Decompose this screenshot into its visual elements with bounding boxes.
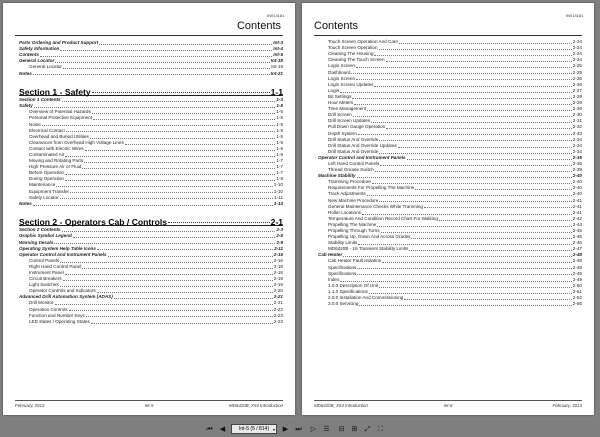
right-page — [302, 3, 594, 415]
toc-entry-page: 2-27 — [572, 87, 582, 93]
toc-entry-page: 1-5 — [276, 103, 283, 109]
footer-doc-title: MD6420B_X54 Introduction — [229, 403, 283, 408]
chevron-down-icon: ▾ — [272, 427, 275, 432]
toc-entry-page: Int-3 — [273, 40, 283, 46]
toc-entry-label: High Pressure Air or Fluid — [29, 164, 82, 170]
toc-entry-page: Int-21 — [270, 70, 283, 76]
toc-entry-page: 1-1 — [270, 86, 283, 97]
footer-doc-title: MD6420B_X54 Introduction — [314, 403, 368, 408]
toc-entry-label: New Machine Procedure — [328, 197, 379, 203]
toc-leader-dots — [377, 226, 572, 227]
toc-leader-dots — [54, 243, 275, 244]
toc-entry-label: Propelling Through Turns — [328, 228, 380, 233]
toc-entry-label: Electrical Contact — [29, 127, 65, 133]
toc-leader-dots — [33, 74, 270, 75]
toc-entry-label: Maintenance — [29, 182, 56, 188]
toc-entry-label: Control Panels — [29, 257, 60, 263]
toc-entry-page: 2-30 — [572, 112, 582, 118]
toc-entry-page: 1-6 — [276, 139, 283, 145]
toc-entry-page: 2-22 — [273, 306, 283, 312]
toc-entry-page: 2-40 — [572, 185, 582, 191]
toc-leader-dots — [382, 262, 571, 263]
toc-entry-label: Pull Down Gauge Operation — [328, 124, 386, 130]
toc-entry-page: 2-45 — [572, 234, 582, 240]
toc-leader-dots — [97, 292, 273, 293]
toc-entry-page: 2-32 — [572, 124, 582, 130]
toc-entry-page: 1-6 — [276, 152, 283, 157]
toc-leader-dots — [55, 62, 270, 63]
toc-entry-page: 2-41 — [572, 209, 582, 215]
play-icon[interactable]: ▷ — [310, 426, 317, 433]
toc-entry-page: Int-4 — [273, 46, 283, 52]
toc-leader-dots — [354, 104, 572, 105]
toc-entry-label: Graphic Symbol Legend — [19, 233, 72, 239]
toc-entry-label: Drill Status And Override — [328, 136, 379, 142]
toc-leader-dots — [91, 323, 273, 324]
toc-leader-dots — [168, 222, 270, 223]
toc-leader-dots — [409, 250, 571, 251]
toc-leader-dots — [70, 192, 273, 193]
toc-entry-page: Int-5 — [273, 52, 283, 58]
toc-leader-dots — [62, 101, 276, 102]
toc-entry-page: 2-40 — [572, 179, 582, 185]
toc-entry-label: Clearances from Overhead High Voltage Lines — [29, 139, 124, 145]
toc-entry-label: Right Hand Control Panel — [29, 263, 82, 269]
toc-entry-page: 1-8 — [276, 176, 283, 182]
toc-leader-dots — [34, 107, 276, 108]
toc-leader-dots — [93, 119, 275, 120]
toc-entry-page: 2-11 — [274, 245, 283, 251]
toc-entry-label: Propelling Up, Down And Across Grades — [328, 234, 411, 240]
toc-entry-page: 2-35 — [572, 154, 582, 160]
toc-entry-label: Safety Locator — [29, 194, 59, 200]
toc-leader-dots — [65, 180, 275, 181]
toc-leader-dots — [351, 73, 571, 74]
toc-entry-page: 2-25 — [572, 75, 582, 81]
toc-entry-label: Contaminated Air — [29, 152, 65, 157]
toc-entry-page: 1-6 — [276, 145, 283, 151]
toc-entry-page: 2-33 — [572, 130, 582, 136]
toc-leader-dots — [55, 304, 273, 305]
toc-entry-page: 2-18 — [273, 270, 283, 275]
toc-entry-label: Drill Status And Override — [328, 148, 379, 154]
toc-leader-dots — [399, 43, 572, 44]
page-footer — [15, 400, 283, 409]
toc-leader-dots — [73, 237, 276, 238]
toc-leader-dots — [369, 293, 572, 294]
toc-entry-label: Parts Ordering and Product Support — [19, 40, 99, 46]
toc-leader-dots — [40, 56, 272, 57]
left-page — [3, 3, 295, 415]
toc-entry-page: 2-21 — [273, 294, 283, 300]
toc-entry[interactable] — [19, 319, 283, 325]
toc-entry-page: 1-10 — [273, 188, 283, 194]
toc-leader-dots — [343, 256, 572, 257]
toc-leader-dots — [357, 274, 571, 275]
toc-entry-label: 1.0.0 Description Of Unit — [328, 282, 379, 288]
toc-entry-label: MD6420B - 16 Transient Stability Limits — [328, 246, 409, 252]
toc-entry-page: 2-34 — [572, 142, 582, 148]
title-divider — [314, 35, 582, 36]
toc-entry-page: 2-56 — [572, 301, 582, 307]
toc-leader-dots — [374, 86, 571, 87]
table-of-contents — [318, 39, 582, 307]
toc-entry-page: 2-28 — [572, 93, 582, 99]
toc-entry-page: 2-50 — [572, 282, 582, 288]
first-page-icon[interactable]: ⏮ — [206, 426, 213, 433]
toc-entry-label: Safety — [19, 103, 33, 109]
toc-entry-label: Temperature And Condition Record Chart For Walking — [328, 215, 438, 221]
toc-entry-page: 2-3 — [276, 227, 283, 233]
toc-leader-dots — [379, 201, 571, 202]
toc-entry-label: Operator Control and Instrument Panels — [318, 154, 406, 160]
toc-entry-label: Noise — [29, 121, 41, 127]
toc-leader-dots — [340, 92, 572, 93]
toc-entry-label: Depth System — [328, 130, 357, 136]
toc-entry-label: Track Adjustments — [328, 191, 366, 197]
toc-entry-page: 2-46 — [572, 240, 582, 246]
toc-entry-page: 1-5 — [276, 127, 283, 133]
toc-entry-label: 3.0.0 Servicing — [328, 301, 359, 307]
toc-entry-label: Machine Stability — [318, 173, 356, 179]
toc-entry-label: Operation Controls — [29, 306, 68, 312]
toc-entry-page: 2-48 — [572, 258, 582, 264]
toc-entry-page: 2-5 — [276, 233, 283, 239]
toc-entry-label: Cab Heater — [318, 252, 343, 258]
toc-entry-page: 1-14 — [273, 200, 283, 206]
toc-leader-dots — [82, 268, 273, 269]
last-page-icon[interactable]: ⏭ — [295, 426, 302, 433]
toc-leader-dots — [69, 310, 273, 311]
toc-entry-label: Drill Monitor — [29, 300, 54, 306]
toc-leader-dots — [62, 231, 276, 232]
toc-entry-page: 2-31 — [572, 118, 582, 124]
toc-leader-dots — [379, 287, 572, 288]
toc-entry-page: 2-29 — [572, 106, 582, 112]
toc-leader-dots — [375, 171, 572, 172]
toc-entry-page: 2-41 — [572, 203, 582, 209]
toc-entry-label: Operator Controls and Indicators — [29, 288, 96, 294]
toc-entry-label: Specifications — [328, 264, 357, 270]
toc-entry-label: Before Operation — [29, 170, 64, 176]
toc-entry-page: 2-20 — [273, 288, 283, 294]
toc-leader-dots — [356, 79, 572, 80]
toc-entry[interactable] — [318, 301, 582, 307]
toc-entry-page: 2-41 — [572, 197, 582, 203]
toc-entry-page: 2-24 — [572, 45, 582, 51]
toc-entry-label: Notes — [19, 200, 32, 206]
toc-leader-dots — [386, 128, 572, 129]
toc-leader-dots — [60, 262, 273, 263]
toc-leader-dots — [56, 186, 272, 187]
expand-icon[interactable]: ⤢ — [364, 426, 371, 433]
toc-entry-page: 1-5 — [276, 133, 283, 139]
toc-entry-label: Circuit Breakers — [29, 276, 62, 282]
toc-entry-page: 2-49 — [572, 264, 582, 270]
toc-entry-page: 2-48 — [572, 252, 582, 258]
toc-leader-dots — [356, 67, 572, 68]
toc-entry-label: Login — [328, 87, 340, 93]
toc-leader-dots — [379, 153, 572, 154]
toc-leader-dots — [65, 174, 275, 175]
toc-leader-dots — [374, 55, 571, 56]
footer-page-number: Int-5 — [144, 403, 154, 408]
toc-entry-label: Section 2 - Operators Cab / Controls — [19, 216, 168, 227]
toc-leader-dots — [82, 168, 275, 169]
toc-leader-dots — [60, 198, 274, 199]
toc-entry-page: 2-51 — [572, 288, 582, 294]
toc-entry-label: Stability Limits — [328, 240, 358, 246]
table-of-contents — [19, 40, 283, 325]
toc-leader-dots — [99, 44, 272, 45]
toc-entry-page: 1-7 — [276, 170, 283, 176]
toc-leader-dots — [108, 256, 273, 257]
toc-entry-page: 2-34 — [572, 148, 582, 154]
toc-leader-dots — [372, 183, 572, 184]
toc-leader-dots — [33, 205, 273, 206]
toc-leader-dots — [353, 116, 572, 117]
toc-entry-label: Drill Screen — [328, 112, 352, 118]
toc-entry-page: 2-21 — [273, 300, 283, 306]
toc-leader-dots — [371, 122, 572, 123]
toc-leader-dots — [352, 98, 572, 99]
toc-leader-dots — [381, 232, 572, 233]
toc-leader-dots — [362, 214, 572, 215]
toc-entry-page: 2-45 — [572, 228, 582, 233]
toc-entry-page: 2-26 — [572, 81, 582, 87]
toc-leader-dots — [85, 150, 276, 151]
toc-leader-dots — [357, 177, 572, 178]
toc-entry-label: Instrument Panel — [29, 270, 64, 275]
toc-leader-dots — [63, 280, 273, 281]
toc-entry-page: 1-5 — [276, 115, 283, 121]
toc-entry-page: 2-49 — [572, 276, 582, 282]
toc-entry-label: During Operation — [29, 176, 64, 182]
toc-entry-label: General Maintenance Checks While Tramming — [328, 203, 423, 209]
toc-entry-page: 2-24 — [572, 39, 582, 45]
toc-entry-page: 1-7 — [276, 158, 283, 164]
toc-entry-label: Equipment Transfer — [29, 188, 70, 194]
footer-page-number: Int-6 — [443, 403, 453, 408]
toc-leader-dots — [66, 131, 276, 132]
toc-entry-page: 2-18 — [273, 263, 283, 269]
toc-entry-label: Contents — [19, 52, 39, 58]
zoom-out-icon[interactable]: ⊟ — [338, 426, 345, 433]
toc-entry-page: 2-25 — [572, 69, 582, 75]
toc-entry-label: Index — [328, 276, 340, 282]
toc-entry-label: Operator Control and Instrument Panels — [19, 251, 107, 257]
toc-leader-dots — [92, 113, 276, 114]
toc-entry-page: 2-24 — [572, 57, 582, 63]
toc-leader-dots — [404, 299, 571, 300]
toc-leader-dots — [65, 274, 273, 275]
toc-leader-dots — [60, 50, 272, 51]
toc-entry-label: Cleaning The Housing — [328, 51, 374, 57]
toc-entry-page: 2-39 — [572, 167, 582, 173]
toc-entry-label: Touch Screen Operation — [328, 45, 378, 51]
toc-entry-page: 2-23 — [273, 312, 283, 318]
toc-leader-dots — [114, 298, 273, 299]
toc-entry-label: Propelling The Machine — [328, 221, 377, 227]
toc-leader-dots — [359, 305, 571, 306]
toc-entry-label: Cleaning The Touch Screen — [328, 57, 385, 63]
toc-entry-page: Int-18 — [270, 58, 283, 64]
toc-leader-dots — [407, 159, 572, 160]
toc-entry-label: Warning Decals — [19, 239, 54, 245]
toc-entry-page: 1-11 — [274, 194, 283, 200]
toc-entry-page: 2-44 — [572, 221, 582, 227]
toc-leader-dots — [65, 156, 275, 157]
toc-entry-page: 1-7 — [276, 164, 283, 170]
toc-entry-label: Drill Screen Updates — [328, 118, 371, 124]
toc-entry-label: Touch Screen Operation And Care — [328, 39, 398, 45]
toc-entry-label: Bit Settings — [328, 93, 352, 99]
toc-entry-label: Thread Grease Switch — [328, 167, 374, 173]
toc-entry-label: Safety Information — [19, 46, 60, 52]
zoom-in-icon[interactable]: ⊞ — [351, 426, 358, 433]
toc-leader-dots — [63, 68, 270, 69]
doc-number: IN014181 — [566, 13, 584, 18]
page-footer — [314, 400, 582, 409]
toc-leader-dots — [398, 147, 572, 148]
toc-leader-dots — [424, 207, 572, 208]
toc-entry-page: 2-19 — [273, 276, 283, 282]
toc-leader-dots — [415, 189, 572, 190]
footer-date: February, 2013 — [552, 403, 582, 408]
next-page-icon[interactable]: ▶ — [282, 426, 289, 433]
toc-section-heading[interactable] — [19, 213, 283, 226]
toc-entry-page: 2-24 — [572, 51, 582, 57]
toc-entry-page: 2-40 — [572, 173, 582, 179]
toc-entry-page: 2-49 — [572, 270, 582, 276]
toc-icon[interactable]: ☰ — [323, 426, 330, 433]
toc-leader-dots — [379, 49, 572, 50]
toc-entry-label: Operating System Help Table Icons — [19, 245, 96, 251]
toc-leader-dots — [340, 281, 572, 282]
toc-entry-label: 2.0.0 Installation And Commissioning — [328, 295, 404, 301]
page-indicator-select[interactable] — [231, 424, 277, 434]
toc-leader-dots — [380, 165, 571, 166]
toc-entry-label: Tramming Procedure — [328, 179, 371, 185]
toc-entry-label: Hour Meters — [328, 100, 354, 106]
page-indicator: Int-5 (5 / 814) — [238, 426, 269, 432]
toc-entry-label: Left Hand Control Panels — [328, 160, 380, 166]
toc-entry-label: Notes — [19, 70, 32, 76]
toc-entry-page: 2-34 — [572, 136, 582, 142]
footer-date: February, 2013 — [15, 403, 45, 408]
toc-entry-label: Drill Status And Override Updates — [328, 142, 397, 148]
toc-entry-page: 1-3 — [276, 97, 283, 103]
toc-entry-page: 1-5 — [276, 121, 283, 127]
title-divider — [15, 35, 283, 36]
toc-leader-dots — [439, 220, 572, 221]
toc-entry-label: General Locator — [19, 58, 55, 64]
prev-page-icon[interactable]: ◀ — [219, 426, 226, 433]
toc-entry-page: 2-47 — [572, 246, 582, 252]
toc-entry-label: General Locator — [29, 64, 62, 70]
toc-entry-label: Login Screen — [328, 75, 356, 81]
toc-entry-page: 1-10 — [273, 182, 283, 188]
toc-entry-label: Moving and Rotating Parts — [29, 158, 84, 164]
toc-entry-page: 2-29 — [572, 100, 582, 106]
toc-leader-dots — [367, 110, 572, 111]
toc-entry-page: Int-18 — [271, 64, 283, 70]
toc-entry-label: Light Switches — [29, 282, 59, 288]
toc-entry-page: 2-40 — [572, 191, 582, 197]
toc-leader-dots — [90, 138, 276, 139]
toc-leader-dots — [84, 162, 275, 163]
toc-entry-page: 2-35 — [572, 160, 582, 166]
toc-leader-dots — [379, 140, 572, 141]
toc-entry-page: 2-52 — [572, 295, 582, 301]
toc-entry-label: Login Screen — [328, 63, 356, 69]
toc-leader-dots — [92, 92, 270, 93]
toc-entry-label: Cab Heater Fault Isolation — [328, 258, 382, 264]
toc-entry-label: Roller Locations — [328, 209, 361, 215]
toc-entry-page: 2-15 — [273, 251, 283, 257]
toc-leader-dots — [386, 61, 572, 62]
toc-leader-dots — [358, 134, 572, 135]
toc-leader-dots — [411, 238, 571, 239]
doc-number: IN014181 — [267, 13, 285, 18]
page-title: Contents — [236, 20, 281, 32]
toc-entry-label: Section 2 Contents — [19, 227, 61, 233]
toc-leader-dots — [97, 249, 273, 250]
toc-section-heading[interactable] — [19, 83, 283, 96]
toc-entry-label: Login Screen Updates — [328, 81, 374, 87]
toc-entry-page: 2-9 — [276, 239, 283, 245]
toc-entry-label: Personal Protective Equipment — [29, 115, 93, 121]
toc-leader-dots — [357, 268, 571, 269]
toc-entry-label: Section 1 - Safety — [19, 86, 91, 97]
toc-entry-label: 1.1.0 Specifications — [328, 288, 368, 294]
toc-leader-dots — [60, 286, 273, 287]
toc-entry-label: Overview of Potential Hazards — [29, 109, 91, 115]
viewer-toolbar — [0, 420, 600, 437]
toc-leader-dots — [86, 316, 273, 317]
toc-entry-label: Contact with Electric Wires — [29, 145, 84, 151]
toc-entry-page: 1-5 — [276, 109, 283, 115]
toc-entry-page: 2-42 — [572, 215, 582, 221]
fullscreen-icon[interactable]: ⛶ — [378, 426, 383, 433]
toc-leader-dots — [42, 125, 276, 126]
toc-entry-label: LED states / Operating States — [29, 318, 90, 324]
toc-entry-label: Section 1 Contents — [19, 97, 61, 103]
toc-entry-label: Time Management — [328, 106, 367, 112]
toc-entry-page: 2-25 — [572, 63, 582, 69]
toc-entry-page: 2-19 — [273, 282, 283, 288]
toc-leader-dots — [367, 195, 572, 196]
toc-entry-label: Specifications — [328, 270, 357, 276]
toc-entry-page: 2-23 — [273, 318, 283, 324]
toc-entry-page: 2-16 — [273, 257, 283, 263]
toc-entry-label: Requirements For Propelling The Machine — [328, 185, 415, 191]
toc-leader-dots — [358, 244, 571, 245]
toc-entry-label: Function and Number Keys — [29, 312, 85, 318]
toc-leader-dots — [125, 144, 276, 145]
page-title: Contents — [314, 20, 359, 32]
toc-entry-label: Advanced Drill Automation System (ADAS) — [19, 294, 113, 300]
toc-entry-label: Dashboard — [328, 69, 351, 75]
toc-entry-label: Overhead and Buried Utilities — [29, 133, 89, 139]
toc-entry-page: 2-1 — [270, 216, 283, 227]
